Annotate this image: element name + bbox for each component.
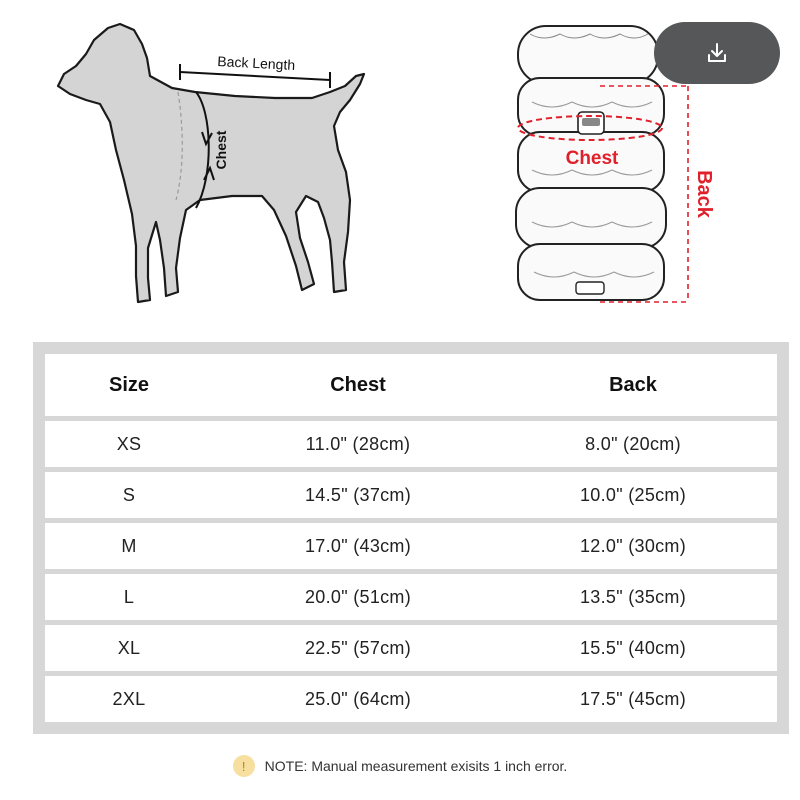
chest-cell: 14.5" (37cm) <box>304 484 412 505</box>
dog-back-length-label: Back Length <box>216 52 296 74</box>
size-cell: XL <box>117 637 141 658</box>
table-row <box>45 574 777 620</box>
coat-chest-label: Chest <box>565 148 619 169</box>
coat-back-label: Back <box>693 170 715 218</box>
download-button[interactable] <box>654 22 780 84</box>
size-cell: S <box>122 484 136 505</box>
measurement-note <box>0 754 800 778</box>
back-cell: 12.0" (30cm) <box>579 535 687 556</box>
header-size: Size <box>108 373 150 396</box>
chest-cell: 25.0" (64cm) <box>304 688 412 709</box>
back-cell: 8.0" (20cm) <box>585 433 681 454</box>
size-cell: L <box>123 586 135 607</box>
table-row <box>45 472 777 518</box>
chest-cell: 11.0" (28cm) <box>305 433 411 454</box>
dog-chest-label: Chest <box>213 130 229 170</box>
table-row <box>45 523 777 569</box>
header-chest: Chest <box>330 373 386 396</box>
size-cell: 2XL <box>112 688 146 709</box>
dog-silhouette <box>58 24 364 302</box>
download-icon <box>704 40 730 66</box>
size-chart-table <box>33 342 789 734</box>
back-cell: 17.5" (45cm) <box>579 688 687 709</box>
chest-cell: 22.5" (57cm) <box>304 637 412 658</box>
chest-cell: 20.0" (51cm) <box>304 586 412 607</box>
warning-icon: ! <box>233 755 255 777</box>
table-row <box>45 421 777 467</box>
table-row <box>45 676 777 722</box>
back-cell: 13.5" (35cm) <box>579 586 687 607</box>
back-cell: 10.0" (25cm) <box>579 484 687 505</box>
size-cell: XS <box>116 433 142 454</box>
note-text: NOTE: Manual measurement exisits 1 inch error. <box>264 758 568 774</box>
size-cell: M <box>121 535 137 556</box>
back-cell: 15.5" (40cm) <box>579 637 687 658</box>
table-row <box>45 625 777 671</box>
chest-cell: 17.0" (43cm) <box>304 535 412 556</box>
header-back: Back <box>609 373 657 396</box>
table-header-row <box>45 354 777 416</box>
